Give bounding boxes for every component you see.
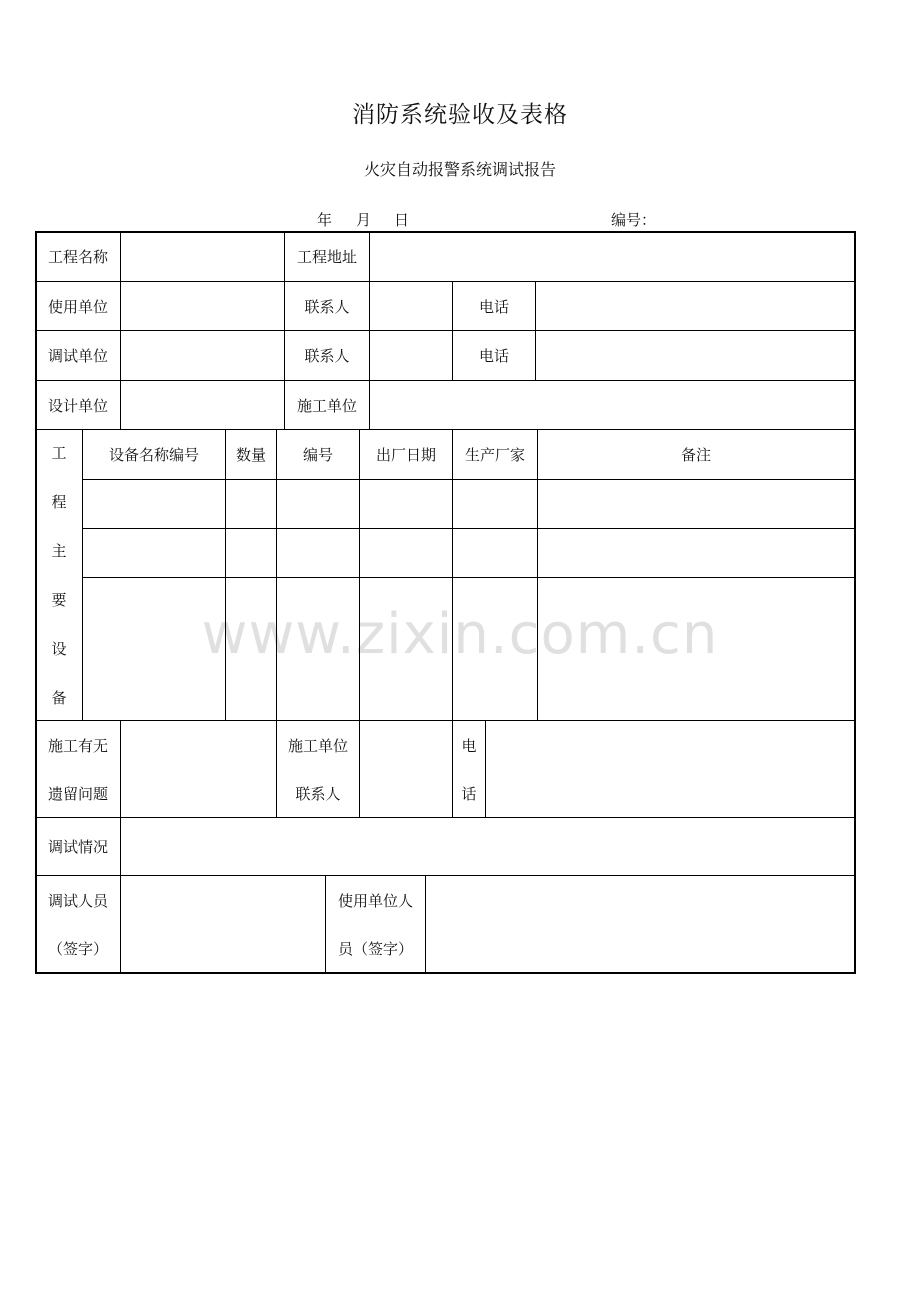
label-project-address: 工程地址 (296, 248, 357, 266)
label-user-signature (326, 876, 425, 973)
document-subtitle: 火灾自动报警系统调试报告 (363, 160, 556, 179)
date-day: 日 (394, 211, 410, 229)
side-char: 备 (51, 689, 67, 707)
field-construction-phone[interactable] (486, 721, 854, 817)
side-char: 程 (51, 493, 67, 511)
field-user-phone[interactable] (536, 282, 854, 330)
serial-label: 编号： (611, 211, 657, 229)
field-remaining-issues[interactable] (121, 721, 276, 817)
equipment-row[interactable] (83, 529, 854, 577)
label-line: 调试人员 (47, 891, 108, 910)
label-construction-contact (277, 721, 359, 817)
label-line: 话 (461, 784, 477, 803)
label-line: 遗留问题 (47, 784, 108, 803)
field-debug-contact[interactable] (370, 331, 452, 380)
label-line: 施工单位 (287, 736, 348, 755)
label-construction-unit: 施工单位 (296, 396, 357, 415)
label-line: （签字） (47, 940, 108, 959)
watermark: www.zixin.com.cn (201, 602, 719, 667)
label-user-contact: 联系人 (304, 297, 350, 316)
side-char: 工 (51, 444, 67, 462)
equipment-side-label (36, 442, 82, 708)
header-number: 编号 (302, 446, 333, 464)
label-design-unit: 设计单位 (47, 396, 108, 415)
field-design-unit[interactable] (121, 381, 284, 429)
header-remarks: 备注 (680, 446, 711, 464)
label-debug-unit: 调试单位 (47, 347, 108, 365)
label-line: 使用单位人 (337, 891, 413, 910)
field-user-signature[interactable] (426, 876, 854, 973)
label-line: 电 (461, 736, 477, 755)
document-title: 消防系统验收及表格 (352, 102, 568, 128)
side-char: 要 (51, 591, 67, 609)
label-line: 员（签字） (337, 940, 413, 959)
field-debug-status[interactable] (121, 818, 854, 875)
header-equipment-name: 设备名称编号 (108, 446, 199, 464)
side-char: 主 (51, 542, 67, 560)
field-user-unit[interactable] (121, 282, 284, 330)
label-user-phone: 电话 (478, 297, 509, 316)
label-line: 施工有无 (47, 736, 108, 755)
label-user-unit: 使用单位 (47, 297, 108, 316)
label-debug-status: 调试情况 (47, 838, 108, 856)
header-manufacture-date: 出厂日期 (375, 446, 436, 464)
label-line: 联系人 (295, 784, 341, 803)
date-year: 年 (317, 211, 333, 229)
header-manufacturer: 生产厂家 (464, 446, 525, 464)
label-project-name: 工程名称 (47, 248, 108, 266)
field-user-contact[interactable] (370, 282, 452, 330)
field-construction-contact[interactable] (360, 721, 452, 817)
equipment-row[interactable] (83, 480, 854, 528)
field-project-name[interactable] (121, 232, 284, 281)
label-debug-phone: 电话 (478, 347, 509, 365)
header-quantity: 数量 (235, 446, 266, 464)
label-debug-contact: 联系人 (304, 347, 350, 365)
field-debug-unit[interactable] (121, 331, 284, 380)
field-debug-signature[interactable] (121, 876, 325, 973)
date-month: 月 (356, 211, 372, 229)
label-construction-phone (453, 721, 485, 817)
field-debug-phone[interactable] (536, 331, 854, 380)
label-debug-signature (36, 876, 120, 973)
label-remaining-issues (36, 721, 120, 817)
field-project-address[interactable] (370, 232, 854, 281)
side-char: 设 (51, 640, 67, 658)
field-construction-unit[interactable] (370, 381, 854, 429)
